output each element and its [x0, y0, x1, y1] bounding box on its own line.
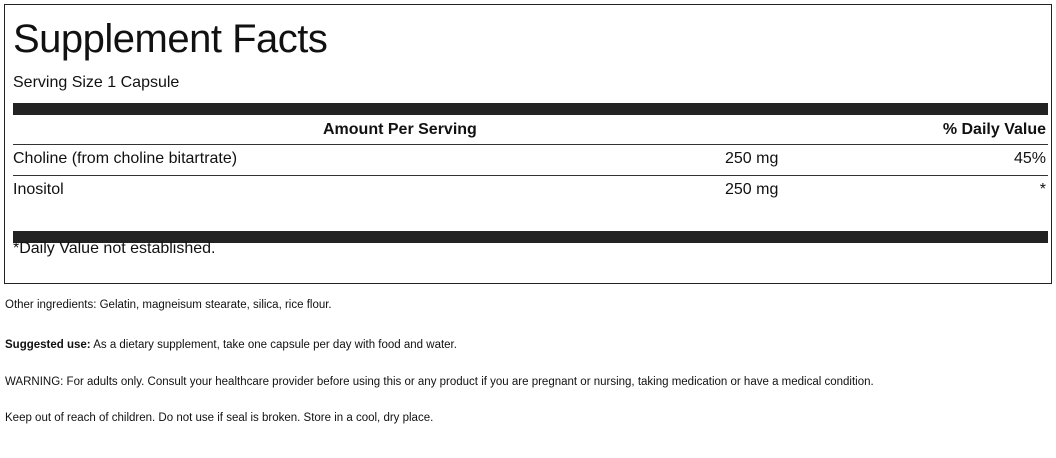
nutrient-daily-value: 45%: [1013, 150, 1046, 167]
warning: [5, 377, 874, 389]
daily-value-header: % Daily Value: [942, 121, 1046, 138]
supplement-facts-panel: [4, 4, 1052, 284]
suggested-use: [5, 340, 457, 352]
nutrient-amount: 250 mg: [725, 150, 779, 167]
serving-size: Serving Size 1 Capsule: [13, 74, 180, 91]
nutrient-daily-value: *: [1039, 181, 1046, 198]
suggested-use-text: As a dietary supplement, take one capsule per day with food and water.: [90, 339, 457, 351]
amount-per-serving-header: Amount Per Serving: [323, 121, 477, 138]
nutrient-amount: 250 mg: [725, 181, 779, 198]
daily-value-footnote: *Daily Value not established.: [13, 240, 216, 257]
other-ingredients: Other ingredients: Gelatin, magneisum stearate, silica, rice flour.: [5, 299, 332, 311]
row-divider: [13, 144, 1048, 145]
nutrient-name: Choline (from choline bitartrate): [13, 150, 238, 167]
warning-text: For adults only. Consult your healthcare provider before using this or any product if you are pregnant or nursing, taking medication or have a medical condition.: [63, 376, 874, 388]
top-divider-bar: [13, 103, 1048, 115]
panel-title: Supplement Facts: [13, 17, 328, 61]
row-divider: [13, 175, 1048, 176]
storage-instructions: Keep out of reach of children. Do not use if seal is broken. Store in a cool, dry place.: [5, 412, 434, 424]
nutrient-name: Inositol: [13, 181, 64, 198]
suggested-use-label: Suggested use:: [5, 339, 91, 351]
warning-label: WARNING:: [5, 376, 64, 388]
